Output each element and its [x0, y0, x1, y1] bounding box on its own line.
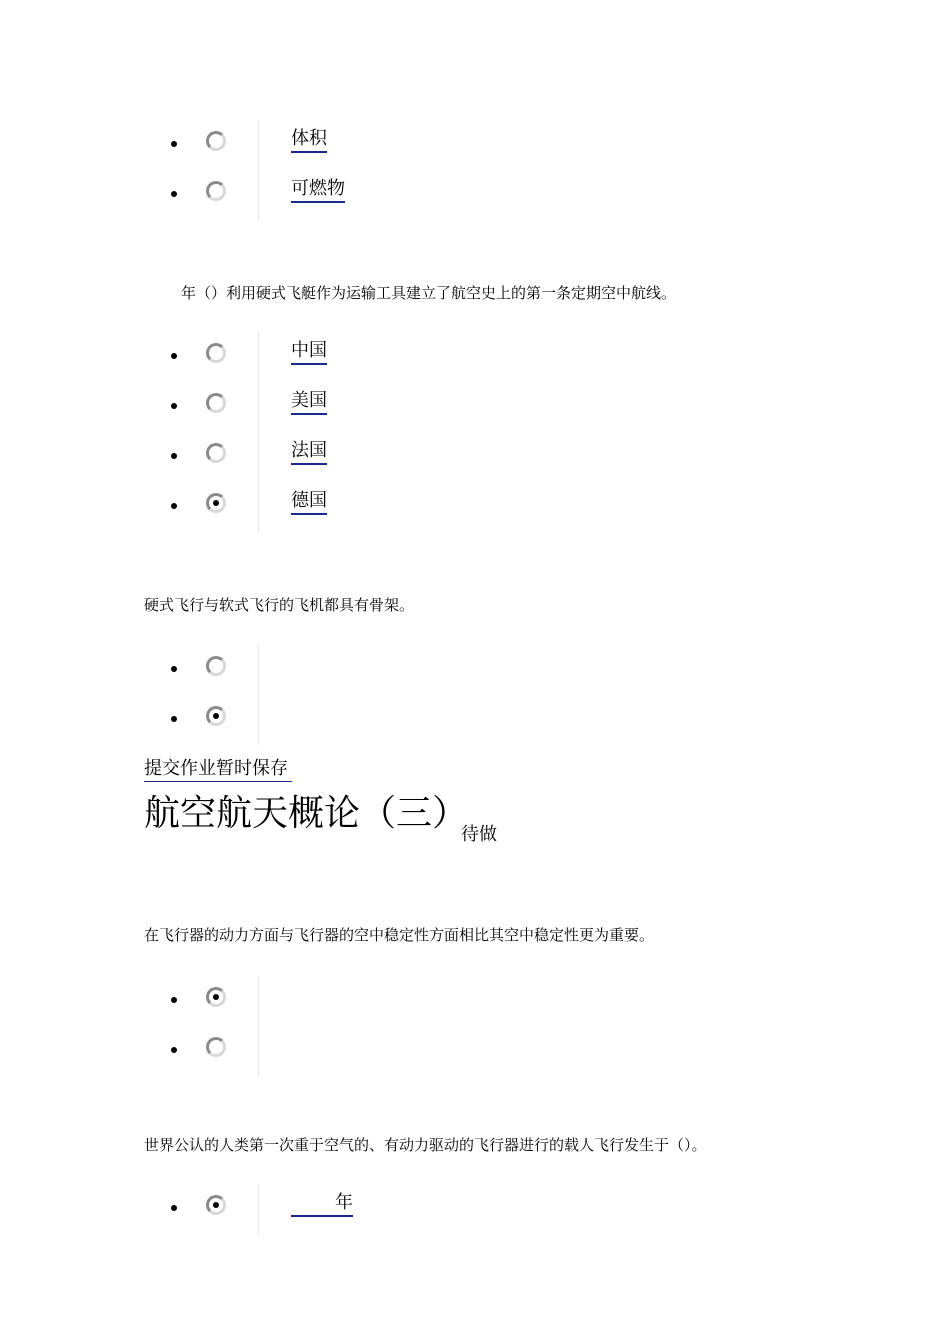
option-link[interactable]: 中国 [291, 339, 327, 365]
bullet [171, 141, 177, 147]
option-item [0, 695, 950, 745]
radio-button-selected[interactable] [206, 1195, 226, 1215]
option-item [0, 645, 950, 695]
radio-button[interactable] [206, 343, 226, 363]
divider [258, 432, 259, 482]
bullet [171, 403, 177, 409]
radio-button-selected[interactable] [206, 706, 226, 726]
option-link[interactable]: 年 [291, 1191, 353, 1217]
option-item [0, 1026, 950, 1076]
option-link[interactable]: 可燃物 [291, 177, 345, 203]
option-list [0, 976, 950, 1076]
radio-button-selected[interactable] [206, 987, 226, 1007]
bullet [171, 1047, 177, 1053]
action-links [144, 757, 292, 782]
option-list [0, 645, 950, 745]
option-list [0, 120, 950, 220]
divider [258, 1184, 259, 1234]
option-list [0, 332, 950, 532]
option-item [0, 120, 950, 170]
divider [258, 695, 259, 745]
option-link[interactable]: 法国 [291, 439, 327, 465]
save-link[interactable]: 暂时保存 [216, 758, 288, 779]
radio-button[interactable] [206, 393, 226, 413]
submit-link[interactable]: 提交作业 [144, 758, 216, 779]
divider [258, 976, 259, 1026]
question-text: 世界公认的人类第一次重于空气的、有动力驱动的飞行器进行的载人飞行发生于（）。 [144, 1136, 707, 1154]
bullet [171, 503, 177, 509]
bullet [171, 353, 177, 359]
radio-button[interactable] [206, 1037, 226, 1057]
bullet [171, 1205, 177, 1211]
bullet [171, 191, 177, 197]
divider [258, 332, 259, 382]
question-text: 年（）利用硬式飞艇作为运输工具建立了航空史上的第一条定期空中航线。 [181, 284, 677, 302]
option-item [0, 976, 950, 1026]
divider [258, 120, 259, 170]
divider [258, 382, 259, 432]
option-item [0, 332, 950, 382]
divider [258, 170, 259, 220]
option-item [0, 382, 950, 432]
question-text: 在飞行器的动力方面与飞行器的空中稳定性方面相比其空中稳定性更为重要。 [144, 926, 655, 944]
radio-button[interactable] [206, 181, 226, 201]
radio-button[interactable] [206, 131, 226, 151]
option-item [0, 432, 950, 482]
bullet [171, 997, 177, 1003]
option-link[interactable]: 美国 [291, 389, 327, 415]
section-title: 航空航天概论（三） [144, 793, 469, 834]
radio-button-selected[interactable] [206, 493, 226, 513]
status-label: 待做 [461, 824, 497, 845]
option-list [0, 1184, 950, 1234]
bullet [171, 716, 177, 722]
option-item [0, 482, 950, 532]
divider [258, 1026, 259, 1076]
radio-button[interactable] [206, 656, 226, 676]
bullet [171, 666, 177, 672]
divider [258, 482, 259, 532]
option-item [0, 1184, 950, 1234]
radio-button[interactable] [206, 443, 226, 463]
option-item [0, 170, 950, 220]
bullet [171, 453, 177, 459]
option-link[interactable]: 德国 [291, 489, 327, 515]
option-link[interactable]: 体积 [291, 127, 327, 153]
question-text: 硬式飞行与软式飞行的飞机都具有骨架。 [144, 596, 415, 614]
divider [258, 645, 259, 695]
